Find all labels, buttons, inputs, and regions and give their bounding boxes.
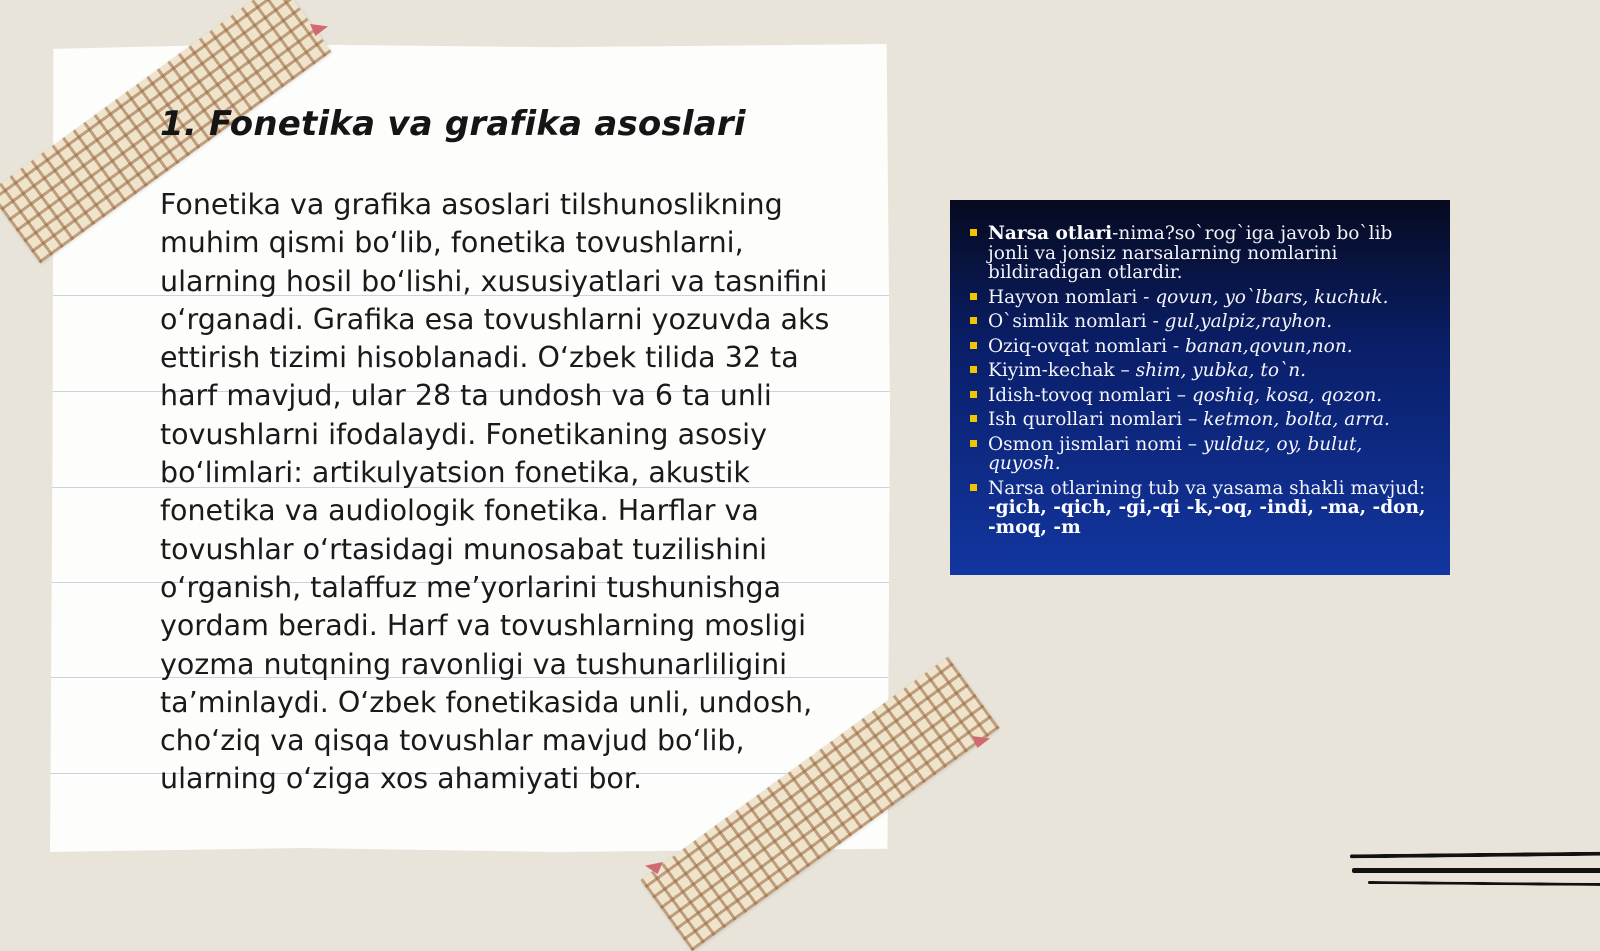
decorative-scribble-line [1350,852,1600,859]
list-item-text: Oziq-ovqat nomlari - [988,335,1186,357]
list-item [970,312,1430,332]
list-item-text: Narsa otlarining tub va yasama shakli mavjud: [988,477,1426,499]
decorative-scribble-line [1352,868,1600,873]
noun-examples-list [950,200,1450,537]
list-item-examples: gul,yalpiz,rayhon. [1164,311,1333,332]
list-item [970,435,1430,474]
list-item-examples: ketmon, bolta, arra. [1203,409,1390,430]
list-item [970,224,1430,283]
pin-accent [972,736,990,748]
decorative-scribble-line [1368,881,1600,886]
list-item-text: Osmon jismlari nomi – [988,433,1203,455]
list-item-text: -nima?so`rog`iga javob bo`lib jonli va jonsiz narsalarning nomlarini bildiradigan otlardir. [988,223,1393,283]
list-item [970,288,1430,308]
list-item-text: Ish qurollari nomlari – [988,409,1204,430]
list-item [970,386,1430,406]
list-item [970,361,1430,381]
list-item-examples: qovun, yo`lbars, kuchuk. [1155,286,1389,308]
list-item-examples: shim, yubka, to`n. [1135,360,1307,381]
list-item-text: Kiyim-kechak – [988,360,1136,381]
list-item [970,479,1430,538]
list-item [970,410,1430,430]
embedded-slide-image [950,200,1450,575]
list-item-examples: yulduz, oy, bulut, quyosh. [988,433,1363,474]
slide-body-text: Fonetika va grafika asoslari tilshunoslikning muhim qismi bo‘lib, fonetika tovushlarni, ularning hosil bo‘lishi, xususiyatlari va tasnifini o‘rganadi. Grafika esa tovushlarni yozuvda aks ettirish tizimi hisoblanadi. O‘zbek tilida 32 ta harf mavjud, ular 28 ta undosh va 6 ta unli tovushlarni ifodalaydi. Fonetikaning asosiy bo‘limlari: artikulyatsion fonetika, akustik fonetika va audiologik fonetika. Harflar va tovushlar o‘rtasidagi munosabat tuzilishini o‘rganish, talaffuz me’yorlarini tushunishga yordam beradi. Harf va tovushlarning mosligi yozma nutqning ravonligi va tushunarliligini ta’minlaydi. O‘zbek fonetikasida unli, undosh, cho‘ziq va qisqa tovushlar mavjud bo‘lib, ularning o‘ziga xos ahamiyati bor. [160,188,830,796]
list-item-suffixes: -gich, -qich, -gi,-qi -k,-oq, -indi, -ma, -don, -moq, -m [988,497,1426,538]
list-item-text: Hayvon nomlari - [988,286,1156,308]
list-item-text: O`simlik nomlari - [988,311,1165,332]
list-item-examples: banan,qovun,non. [1185,335,1353,357]
list-item [970,337,1430,357]
list-item-bold-term: Narsa otlari [988,223,1113,244]
list-item-text: Idish-tovoq nomlari – [988,384,1192,406]
slide-title: 1. Fonetika va grafika asoslari [160,104,746,144]
list-item-examples: qoshiq, kosa, qozon. [1191,384,1383,406]
